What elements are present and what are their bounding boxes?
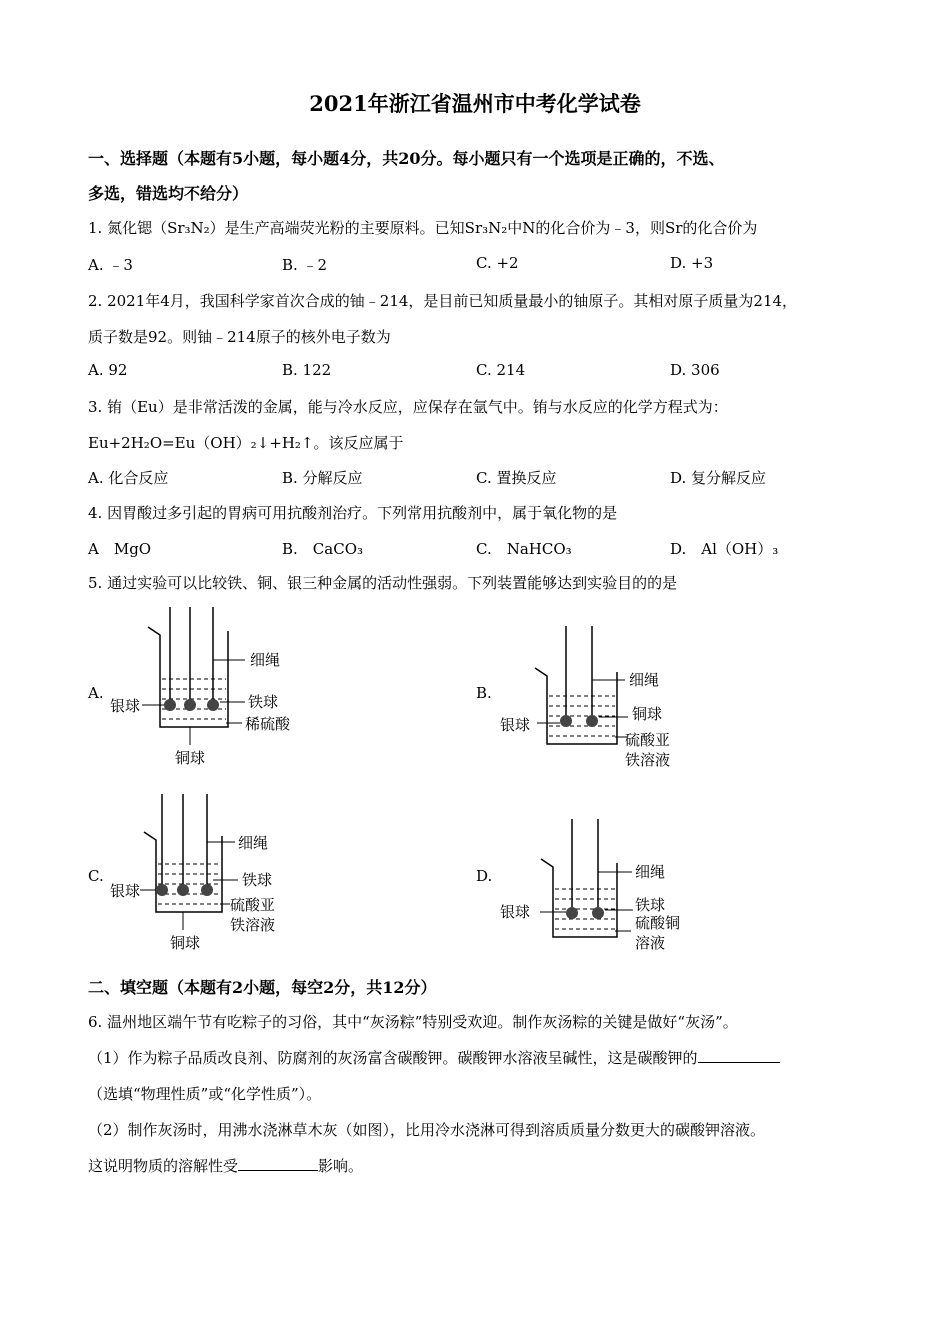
section1-header-line1: 一、选择题（本题有5小题，每小题4分，共20分。每小题只有一个选项是正确的，不选、 — [88, 149, 725, 168]
q2-option-c: C. 214 — [476, 361, 526, 379]
q5-figure-a-option: A. — [88, 684, 104, 702]
figure-c-label-ferrous-sulfate-1: 硫酸亚 — [230, 896, 276, 914]
figure-a-label-string: 细绳 — [250, 651, 281, 669]
figure-a-label-copper-ball: 铜球 — [175, 749, 206, 767]
figure-c-label-copper-ball: 铜球 — [170, 934, 201, 952]
q2-text-line2: 质子数是92。则铀﹣214原子的核外电子数为 — [88, 328, 391, 346]
figure-d-label-silver-ball: 银球 — [500, 903, 531, 921]
q6-part1-line1 — [88, 1047, 780, 1068]
q2-option-a: A. 92 — [88, 361, 128, 379]
q6-part2-line1: （2）制作灰汤时，用沸水浇淋草木灰（如图），比用冷水浇淋可得到溶质质量分数更大的碳酸钾溶液。 — [88, 1121, 766, 1139]
q1-option-a: A. ﹣3 — [88, 256, 133, 274]
q4-option-d: D. Al（OH）₃ — [670, 540, 779, 558]
q3-option-a: A. 化合反应 — [88, 469, 169, 487]
q1-option-b: B. ﹣2 — [282, 256, 328, 274]
q6-answer-blank-2[interactable] — [238, 1156, 318, 1171]
q2-option-b: B. 122 — [282, 361, 332, 379]
q6-answer-blank-1[interactable] — [698, 1048, 780, 1063]
q6-part2-line2-text-a: 这说明物质的溶解性受 — [88, 1157, 239, 1175]
q6-part2-line2 — [88, 1155, 363, 1176]
figure-a-label-iron-ball: 铁球 — [248, 693, 279, 711]
q3-option-d: D. 复分解反应 — [670, 469, 767, 487]
q5-figure-b — [495, 622, 715, 772]
q5-figure-c — [100, 790, 330, 960]
q6-text: 6. 温州地区端午节有吃粽子的习俗，其中“灰汤粽”特别受欢迎。制作灰汤粽的关键是做好“灰汤”。 — [88, 1013, 738, 1031]
q1-option-c: C. +2 — [476, 254, 519, 272]
q4-option-a: A MgO — [88, 540, 152, 558]
q4-option-c: C. NaHCO₃ — [476, 540, 572, 558]
q5-figure-d-option: D. — [476, 867, 493, 885]
q6-part1-line1-text: （1）作为粽子品质改良剂、防腐剂的灰汤富含碳酸钾。碳酸钾水溶液呈碱性，这是碳酸钾的 — [88, 1049, 698, 1067]
figure-b-label-silver-ball: 银球 — [500, 716, 531, 734]
figure-c-label-iron-ball: 铁球 — [242, 871, 273, 889]
q5-figure-a — [100, 605, 330, 775]
figure-b-label-ferrous-sulfate-2: 铁溶液 — [625, 751, 671, 769]
q5-text: 5. 通过实验可以比较铁、铜、银三种金属的活动性强弱。下列装置能够达到实验目的的是 — [88, 574, 678, 592]
q6-part2-line2-text-b: 影响。 — [318, 1157, 364, 1175]
figure-c-label-silver-ball: 银球 — [110, 882, 141, 900]
q3-option-b: B. 分解反应 — [282, 469, 363, 487]
figure-d-label-copper-sulfate-1: 硫酸铜 — [635, 914, 681, 932]
figure-d-label-string: 细绳 — [635, 863, 666, 881]
q3-option-c: C. 置换反应 — [476, 469, 557, 487]
figure-d-label-iron-ball: 铁球 — [635, 896, 666, 914]
figure-b-label-string: 细绳 — [629, 671, 660, 689]
figure-d-label-copper-sulfate-2: 溶液 — [635, 934, 666, 952]
section2-header: 二、填空题（本题有2小题，每空2分，共12分） — [88, 978, 437, 997]
page-title: 2021年浙江省温州市中考化学试卷 — [309, 91, 641, 116]
figure-b-label-ferrous-sulfate-1: 硫酸亚 — [625, 731, 671, 749]
figure-b-label-copper-ball: 铜球 — [632, 705, 663, 723]
q2-text-line1: 2. 2021年4月，我国科学家首次合成的铀﹣214，是目前已知质量最小的铀原子。其相对原子质量为214， — [88, 292, 798, 310]
q3-text-line1: 3. 铕（Eu）是非常活泼的金属，能与冷水反应，应保存在氩气中。铕与水反应的化学方程式为： — [88, 398, 728, 416]
figure-c-label-string: 细绳 — [238, 834, 269, 852]
section1-header-line2: 多选，错选均不给分） — [88, 184, 249, 203]
q5-figure-c-option: C. — [88, 867, 104, 885]
figure-c-label-ferrous-sulfate-2: 铁溶液 — [230, 916, 276, 934]
q1-option-d: D. +3 — [670, 254, 714, 272]
q3-text-line2: Eu+2H₂O=Eu（OH）₂↓+H₂↑。该反应属于 — [88, 434, 404, 452]
q4-text: 4. 因胃酸过多引起的胃病可用抗酸剂治疗。下列常用抗酸剂中，属于氧化物的是 — [88, 504, 618, 522]
q5-figure-d — [495, 815, 715, 960]
figure-a-label-dilute-sulfuric-acid: 稀硫酸 — [245, 715, 291, 733]
figure-a-label-silver-ball: 银球 — [110, 697, 141, 715]
q5-figure-b-option: B. — [476, 684, 492, 702]
q1-text: 1. 氮化锶（Sr₃N₂）是生产高端荧光粉的主要原料。已知Sr₃N₂中N的化合价为﹣3，则Sr的化合价为 — [88, 219, 758, 237]
q6-part1-line2: （选填“物理性质”或“化学性质”）。 — [88, 1085, 322, 1103]
q4-option-b: B. CaCO₃ — [282, 540, 363, 558]
q2-option-d: D. 306 — [670, 361, 720, 379]
